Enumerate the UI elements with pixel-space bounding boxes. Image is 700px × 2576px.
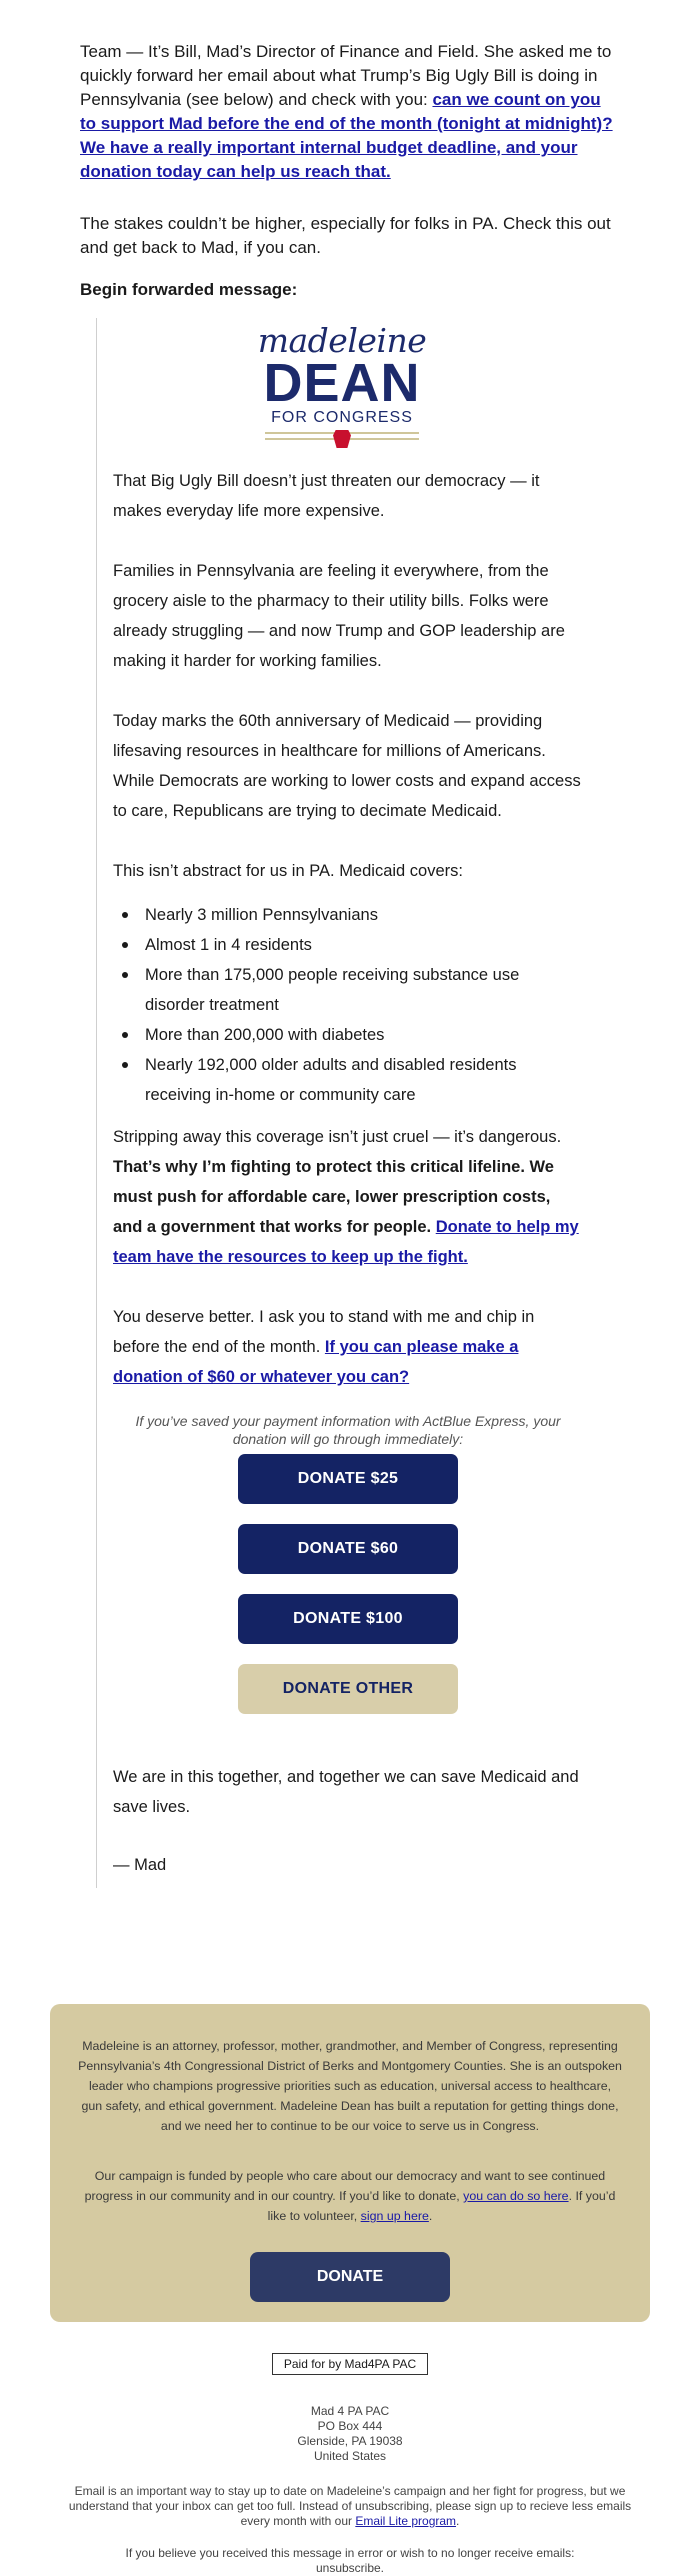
actblue-note: If you’ve saved your payment information with ActBlue Express, your donation will go through immediately:: [135, 1413, 561, 1447]
body-paragraph-1: That Big Ugly Bill doesn’t just threaten our democracy — it makes everyday life more expensive.: [113, 472, 540, 520]
email-note-text: Email is an important way to stay up to date on Madeleine’s campaign and her fight for progress, but we understand that your inbox can get too full. Instead of unsubscribing, please sign up to recieve less emails every month with our: [68, 2484, 632, 2528]
body-paragraph-2: Families in Pennsylvania are feeling it everywhere, from the grocery aisle to the pharmacy to their utility bills. Folks were already struggling — and now Trump and GOP leadership are making it harder for working families.: [113, 562, 565, 670]
volunteer-link[interactable]: sign up here: [360, 2209, 429, 2223]
intro-text: Team — It’s Bill, Mad’s Director of Finance and Field. She asked me to quickly forward her email about what Trump’s Big Ugly Bill is doing in Pennsylvania (see below) and check with you:: [80, 42, 612, 109]
list-item: More than 200,000 with diabetes: [145, 1020, 565, 1050]
email-lite-link[interactable]: Email Lite program: [355, 2514, 457, 2528]
donate-25-button[interactable]: DONATE $25: [238, 1454, 458, 1504]
body-paragraph-3: Today marks the 60th anniversary of Medicaid — providing lifesaving resources in healthcare for millions of Americans. While Democrats are working to lower costs and expand access to care, Republicans are trying to decimate Medicaid.: [113, 712, 581, 820]
address-line: United States: [313, 2449, 387, 2463]
begin-forwarded-label: Begin forwarded message:: [80, 280, 298, 299]
donate-here-link[interactable]: you can do so here: [463, 2189, 569, 2203]
keystone-icon: [257, 430, 427, 450]
address-line: Glenside, PA 19038: [297, 2434, 403, 2448]
logo-surname: DEAN: [263, 353, 421, 413]
logo-script-name: madeleine: [257, 321, 427, 360]
p6-plain: You deserve better. I ask you to stand with me and chip in before the end of the month.: [113, 1308, 535, 1356]
email-lite-note: [60, 2484, 640, 2529]
donate-60-button[interactable]: DONATE $60: [238, 1524, 458, 1574]
unsubscribe-note[interactable]: If you believe you received this message in error or wish to no longer receive emails: unsubscribe.: [125, 2546, 575, 2575]
p5-plain: Stripping away this coverage isn’t just cruel — it’s dangerous.: [113, 1128, 562, 1146]
body-paragraph-5: [113, 1122, 583, 1272]
p5-bold: That’s why I’m fighting to protect this critical lifeline. We must push for affordable care, lower prescription costs, and a government that works for people.: [113, 1158, 554, 1236]
funding-text-b: . If you’d like to volunteer,: [267, 2189, 616, 2223]
p6-donate-link[interactable]: If you can please make a donation of $60 or whatever you can?: [113, 1338, 519, 1386]
paid-for-disclaimer: Paid for by Mad4PA PAC: [272, 2353, 428, 2375]
body-paragraph-4: This isn’t abstract for us in PA. Medicaid covers:: [113, 862, 463, 880]
intro-paragraph: [80, 40, 620, 184]
logo-tagline: FOR CONGRESS: [271, 409, 413, 426]
funding-text-c: .: [428, 2209, 433, 2223]
body-paragraph-6: [113, 1302, 583, 1392]
body-paragraph-7: We are in this together, and together we can save Medicaid and save lives.: [113, 1768, 579, 1816]
list-item: More than 175,000 people receiving substance use disorder treatment: [145, 960, 565, 1020]
donate-other-button[interactable]: DONATE OTHER: [238, 1664, 458, 1714]
mailing-address: [0, 2404, 700, 2464]
footer-funding: [78, 2166, 622, 2226]
stakes-paragraph: The stakes couldn’t be higher, especially for folks in PA. Check this out and get back to Mad, if you can.: [80, 214, 611, 257]
signoff: — Mad: [113, 1856, 167, 1874]
campaign-logo: [257, 321, 427, 454]
list-item: Nearly 192,000 older adults and disabled residents receiving in-home or community care: [145, 1050, 565, 1110]
funding-text-a: Our campaign is funded by people who care about our democracy and want to see continued progress in our community and in our country. If you’d like to donate,: [84, 2169, 606, 2203]
footer-box: [50, 2004, 650, 2322]
donate-100-button[interactable]: DONATE $100: [238, 1594, 458, 1644]
p5-donate-link[interactable]: Donate to help my team have the resources to keep up the fight.: [113, 1218, 579, 1266]
address-line: Mad 4 PA PAC: [310, 2404, 390, 2418]
forwarded-message: [96, 318, 597, 1888]
footer-bio: Madeleine is an attorney, professor, mother, grandmother, and Member of Congress, representing Pennsylvania’s 4th Congressional District of Berks and Montgomery Counties. She is an outspoken leader who champions progressive priorities such as education, universal access to healthcare, gun safety, and ethical government. Madeleine Dean has built a reputation for getting things done, and we need her to continue to be our voice to serve us in Congress.: [78, 2039, 622, 2133]
intro-donate-link[interactable]: can we count on you to support Mad before the end of the month (tonight at midnight)? We have a really important internal budget deadline, and your donation today can help us reach that.: [80, 90, 613, 181]
address-line: PO Box 444: [317, 2419, 383, 2433]
footer-donate-button[interactable]: DONATE: [250, 2252, 450, 2302]
medicaid-list: [145, 900, 565, 1110]
list-item: Almost 1 in 4 residents: [145, 930, 565, 960]
email-note-end: .: [456, 2514, 460, 2528]
list-item: Nearly 3 million Pennsylvanians: [145, 900, 565, 930]
